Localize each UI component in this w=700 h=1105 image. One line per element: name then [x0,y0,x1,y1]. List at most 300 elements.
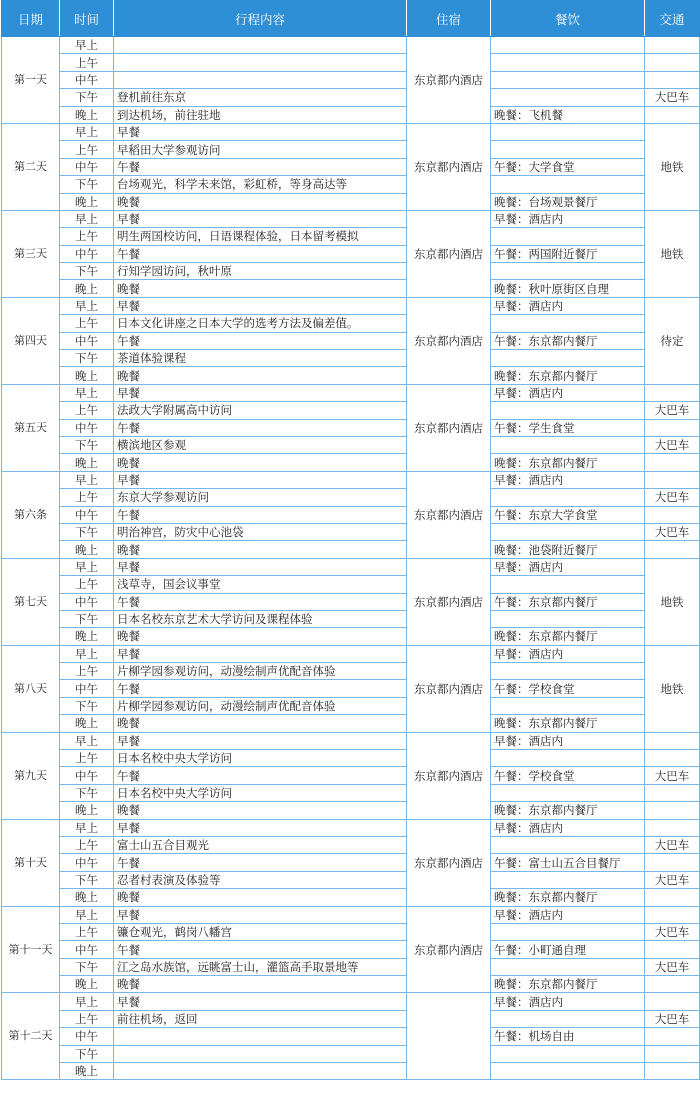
table-row [2,976,700,993]
time-slot: 早上 [60,558,114,575]
activity-cell [114,54,407,71]
meal-cell [491,697,645,714]
time-slot: 下午 [60,263,114,280]
table-row [2,871,700,888]
time-slot: 晚上 [60,367,114,384]
meal-cell [491,958,645,975]
time-slot: 下午 [60,1045,114,1062]
day-label: 第十一天 [2,906,60,993]
time-slot: 下午 [60,958,114,975]
transport-cell: 大巴车 [645,871,700,888]
table-row [2,1010,700,1027]
activity-cell: 登机前往东京 [114,89,407,106]
activity-cell: 午餐 [114,332,407,349]
day-label: 第四天 [2,297,60,384]
meal-cell: 晚餐：台场观景餐厅 [491,193,645,210]
table-row [2,506,700,523]
table-row [2,1063,700,1080]
day-label: 第二天 [2,123,60,210]
meal-cell: 晚餐：东京都内餐厅 [491,715,645,732]
transport-cell [645,506,700,523]
table-row [2,889,700,906]
transport-cell [645,54,700,71]
time-slot: 晚上 [60,628,114,645]
time-slot: 下午 [60,89,114,106]
time-slot: 中午 [60,332,114,349]
meal-cell [491,123,645,140]
transport-cell [645,993,700,1010]
meal-cell [491,402,645,419]
day-label: 第十二天 [2,993,60,1080]
meal-cell: 早餐：酒店内 [491,384,645,401]
time-slot: 中午 [60,245,114,262]
lodging-cell: 东京都内酒店 [407,123,491,210]
time-slot: 中午 [60,854,114,871]
time-slot: 上午 [60,489,114,506]
activity-cell: 午餐 [114,245,407,262]
activity-cell: 晚餐 [114,454,407,471]
time-slot: 早上 [60,645,114,662]
meal-cell: 晚餐：飞机餐 [491,106,645,123]
table-row [2,541,700,558]
table-row [2,1028,700,1045]
activity-cell: 日本名校中央大学访问 [114,750,407,767]
time-slot: 中午 [60,1028,114,1045]
meal-cell [491,610,645,627]
table-row [2,854,700,871]
meal-cell: 午餐：学校食堂 [491,680,645,697]
meal-cell [491,489,645,506]
activity-cell: 片柳学园参观访问，动漫绘制声优配音体验 [114,663,407,680]
day-label: 第八天 [2,645,60,732]
meal-cell [491,576,645,593]
day-label: 第十天 [2,819,60,906]
activity-cell: 晚餐 [114,976,407,993]
activity-cell: 晚餐 [114,193,407,210]
meal-cell: 晚餐：东京都内餐厅 [491,889,645,906]
meal-cell [491,523,645,540]
activity-cell [114,37,407,54]
transport-cell: 大巴车 [645,489,700,506]
activity-cell: 早稻田大学参观访问 [114,141,407,158]
transport-cell [645,941,700,958]
meal-cell: 早餐：酒店内 [491,732,645,749]
transport-cell [645,1063,700,1080]
transport-cell [645,71,700,88]
day-label: 第七天 [2,558,60,645]
lodging-cell [407,993,491,1080]
time-slot: 上午 [60,576,114,593]
table-row [2,941,700,958]
table-row [2,280,700,297]
lodging-cell: 东京都内酒店 [407,732,491,819]
meal-cell: 早餐：酒店内 [491,558,645,575]
activity-cell: 晚餐 [114,280,407,297]
table-row [2,350,700,367]
time-slot: 上午 [60,663,114,680]
activity-cell: 早餐 [114,645,407,662]
activity-cell: 日本名校东京艺术大学访问及课程体验 [114,610,407,627]
time-slot: 晚上 [60,802,114,819]
activity-cell: 午餐 [114,680,407,697]
meal-cell [491,350,645,367]
activity-cell: 明生两国校访问，日语课程体验，日本留考模拟 [114,228,407,245]
table-row [2,436,700,453]
table-row [2,593,700,610]
lodging-cell: 东京都内酒店 [407,819,491,906]
meal-cell [491,436,645,453]
meal-cell: 晚餐：秋叶原街区自理 [491,280,645,297]
meal-cell: 午餐：东京大学食堂 [491,506,645,523]
activity-cell: 日本文化讲座之日本大学的选考方法及偏差值。 [114,315,407,332]
time-slot: 中午 [60,158,114,175]
transport-cell [645,976,700,993]
time-slot: 下午 [60,350,114,367]
meal-cell [491,228,645,245]
meal-cell [491,784,645,801]
table-row [2,89,700,106]
table-row [2,489,700,506]
activity-cell: 早餐 [114,732,407,749]
time-slot: 晚上 [60,454,114,471]
time-slot: 下午 [60,784,114,801]
table-row [2,523,700,540]
transport-cell [645,454,700,471]
meal-cell: 早餐：酒店内 [491,210,645,227]
time-slot: 上午 [60,402,114,419]
table-row [2,923,700,940]
time-slot: 中午 [60,941,114,958]
activity-cell: 午餐 [114,158,407,175]
table-row [2,332,700,349]
activity-cell: 午餐 [114,419,407,436]
transport-cell: 地铁 [645,558,700,645]
time-slot: 早上 [60,123,114,140]
transport-cell [645,854,700,871]
table-row [2,1045,700,1062]
activity-cell: 晚餐 [114,628,407,645]
header-meals: 餐饮 [491,1,645,37]
transport-cell: 大巴车 [645,923,700,940]
transport-cell [645,541,700,558]
meal-cell [491,1010,645,1027]
transport-cell [645,819,700,836]
transport-cell: 地铁 [645,123,700,210]
meal-cell: 早餐：酒店内 [491,993,645,1010]
activity-cell: 午餐 [114,941,407,958]
activity-cell [114,1045,407,1062]
meal-cell [491,1063,645,1080]
table-row [2,419,700,436]
meal-cell: 早餐：酒店内 [491,819,645,836]
table-row [2,767,700,784]
meal-cell: 晚餐：池袋附近餐厅 [491,541,645,558]
time-slot: 下午 [60,697,114,714]
transport-cell [645,1028,700,1045]
meal-cell: 晚餐：东京都内餐厅 [491,367,645,384]
time-slot: 下午 [60,871,114,888]
table-row [2,245,700,262]
activity-cell: 午餐 [114,506,407,523]
meal-cell: 午餐：东京都内餐厅 [491,593,645,610]
activity-cell: 早餐 [114,384,407,401]
time-slot: 下午 [60,436,114,453]
meal-cell [491,750,645,767]
lodging-cell: 东京都内酒店 [407,210,491,297]
table-row [2,663,700,680]
activity-cell: 前往机场，返回 [114,1010,407,1027]
meal-cell: 午餐：富士山五合目餐厅 [491,854,645,871]
activity-cell: 晚餐 [114,715,407,732]
lodging-cell: 东京都内酒店 [407,37,491,124]
activity-cell: 江之岛水族馆，远眺富士山，灌篮高手取景地等 [114,958,407,975]
lodging-cell: 东京都内酒店 [407,906,491,993]
time-slot: 早上 [60,993,114,1010]
time-slot: 晚上 [60,280,114,297]
time-slot: 上午 [60,54,114,71]
transport-cell [645,784,700,801]
activity-cell: 镰仓观光，鹤岗八幡宫 [114,923,407,940]
transport-cell [645,802,700,819]
meal-cell: 午餐：学生食堂 [491,419,645,436]
time-slot: 早上 [60,906,114,923]
transport-cell [645,106,700,123]
transport-cell: 地铁 [645,210,700,297]
time-slot: 中午 [60,506,114,523]
time-slot: 中午 [60,419,114,436]
table-row [2,697,700,714]
time-slot: 上午 [60,750,114,767]
activity-cell: 晚餐 [114,541,407,558]
meal-cell [491,89,645,106]
activity-cell: 片柳学园参观访问，动漫绘制声优配音体验 [114,697,407,714]
table-row [2,958,700,975]
activity-cell: 横滨地区参观 [114,436,407,453]
activity-cell: 浅草寺，国会议事堂 [114,576,407,593]
table-row [2,471,700,488]
activity-cell: 东京大学参观访问 [114,489,407,506]
time-slot: 中午 [60,680,114,697]
time-slot: 下午 [60,523,114,540]
activity-cell: 早餐 [114,297,407,314]
table-row [2,141,700,158]
transport-cell: 待定 [645,297,700,384]
time-slot: 上午 [60,923,114,940]
activity-cell: 台场观光，科学未来馆，彩虹桥，等身高达等 [114,176,407,193]
activity-cell: 日本名校中央大学访问 [114,784,407,801]
meal-cell [491,315,645,332]
table-row [2,54,700,71]
transport-cell [645,37,700,54]
day-label: 第六条 [2,471,60,558]
meal-cell: 午餐：大学食堂 [491,158,645,175]
time-slot: 晚上 [60,193,114,210]
meal-cell: 早餐：酒店内 [491,906,645,923]
transport-cell [645,750,700,767]
table-row [2,228,700,245]
activity-cell: 午餐 [114,854,407,871]
meal-cell [491,263,645,280]
lodging-cell: 东京都内酒店 [407,384,491,471]
meal-cell [491,141,645,158]
time-slot: 中午 [60,71,114,88]
activity-cell: 晚餐 [114,802,407,819]
time-slot: 早上 [60,471,114,488]
meal-cell: 晚餐：东京都内餐厅 [491,976,645,993]
table-row [2,576,700,593]
time-slot: 晚上 [60,889,114,906]
day-label: 第一天 [2,37,60,124]
time-slot: 早上 [60,37,114,54]
time-slot: 中午 [60,593,114,610]
lodging-cell: 东京都内酒店 [407,297,491,384]
activity-cell: 明治神宫，防灾中心池袋 [114,523,407,540]
table-row [2,176,700,193]
meal-cell [491,176,645,193]
time-slot: 下午 [60,176,114,193]
time-slot: 上午 [60,141,114,158]
activity-cell [114,1063,407,1080]
activity-cell: 到达机场，前往驻地 [114,106,407,123]
table-row [2,210,700,227]
meal-cell: 早餐：酒店内 [491,297,645,314]
table-row [2,680,700,697]
activity-cell: 早餐 [114,819,407,836]
table-row [2,558,700,575]
activity-cell: 早餐 [114,558,407,575]
activity-cell: 早餐 [114,993,407,1010]
table-row [2,402,700,419]
time-slot: 上午 [60,315,114,332]
time-slot: 早上 [60,819,114,836]
table-row [2,384,700,401]
meal-cell: 午餐：东京都内餐厅 [491,332,645,349]
day-label: 第三天 [2,210,60,297]
transport-cell: 大巴车 [645,89,700,106]
table-row [2,993,700,1010]
table-row [2,367,700,384]
transport-cell: 大巴车 [645,958,700,975]
meal-cell [491,923,645,940]
time-slot: 早上 [60,210,114,227]
itinerary-table [1,0,700,1080]
time-slot: 早上 [60,297,114,314]
activity-cell: 早餐 [114,210,407,227]
time-slot: 中午 [60,767,114,784]
transport-cell [645,419,700,436]
header-itinerary: 行程内容 [114,1,407,37]
table-row [2,193,700,210]
table-row [2,106,700,123]
activity-cell: 午餐 [114,593,407,610]
header-lodging: 住宿 [407,1,491,37]
table-row [2,71,700,88]
meal-cell: 早餐：酒店内 [491,645,645,662]
meal-cell: 晚餐：东京都内餐厅 [491,454,645,471]
meal-cell: 午餐：机场自由 [491,1028,645,1045]
header-row [2,1,700,37]
time-slot: 早上 [60,384,114,401]
activity-cell: 茶道体验课程 [114,350,407,367]
table-row [2,37,700,54]
meal-cell: 晚餐：东京都内餐厅 [491,802,645,819]
table-row [2,123,700,140]
meal-cell [491,663,645,680]
activity-cell [114,1028,407,1045]
transport-cell: 大巴车 [645,767,700,784]
table-row [2,715,700,732]
lodging-cell: 东京都内酒店 [407,645,491,732]
day-label: 第九天 [2,732,60,819]
lodging-cell: 东京都内酒店 [407,471,491,558]
meal-cell [491,836,645,853]
activity-cell: 行知学园访问，秋叶原 [114,263,407,280]
activity-cell [114,71,407,88]
meal-cell [491,1045,645,1062]
transport-cell [645,889,700,906]
activity-cell: 晚餐 [114,889,407,906]
time-slot: 晚上 [60,541,114,558]
table-row [2,454,700,471]
transport-cell: 大巴车 [645,436,700,453]
table-row [2,784,700,801]
activity-cell: 早餐 [114,123,407,140]
meal-cell: 午餐：两国附近餐厅 [491,245,645,262]
meal-cell [491,871,645,888]
table-row [2,802,700,819]
table-row [2,819,700,836]
lodging-cell: 东京都内酒店 [407,558,491,645]
transport-cell [645,471,700,488]
time-slot: 下午 [60,610,114,627]
activity-cell: 晚餐 [114,367,407,384]
activity-cell: 午餐 [114,767,407,784]
table-row [2,315,700,332]
activity-cell: 富士山五合目观光 [114,836,407,853]
time-slot: 晚上 [60,976,114,993]
meal-cell: 晚餐：东京都内餐厅 [491,628,645,645]
time-slot: 上午 [60,836,114,853]
transport-cell [645,906,700,923]
day-label: 第五天 [2,384,60,471]
time-slot: 晚上 [60,106,114,123]
table-row [2,297,700,314]
transport-cell: 大巴车 [645,523,700,540]
table-row [2,628,700,645]
transport-cell [645,1045,700,1062]
table-row [2,610,700,627]
time-slot: 晚上 [60,715,114,732]
transport-cell: 大巴车 [645,1010,700,1027]
transport-cell [645,732,700,749]
table-row [2,906,700,923]
meal-cell: 午餐：学校食堂 [491,767,645,784]
meal-cell: 早餐：酒店内 [491,471,645,488]
transport-cell: 大巴车 [645,402,700,419]
meal-cell [491,71,645,88]
table-row [2,750,700,767]
itinerary-body [2,37,700,1080]
table-row [2,158,700,175]
time-slot: 上午 [60,1010,114,1027]
activity-cell: 早餐 [114,471,407,488]
activity-cell: 忍者村表演及体验等 [114,871,407,888]
table-row [2,263,700,280]
table-row [2,836,700,853]
meal-cell [491,54,645,71]
transport-cell: 大巴车 [645,836,700,853]
meal-cell [491,37,645,54]
